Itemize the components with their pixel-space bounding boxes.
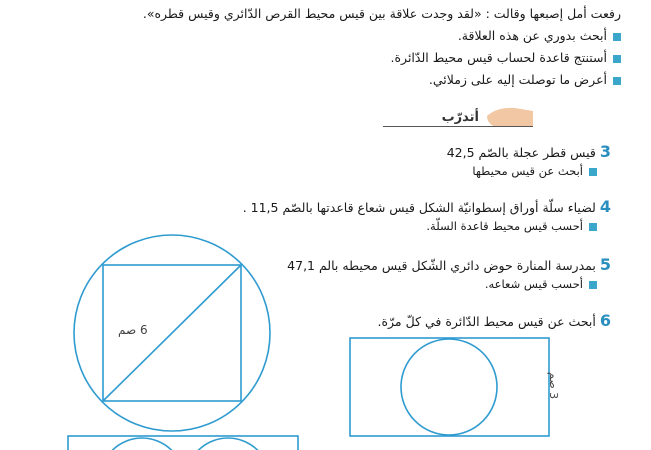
exercise-number: 4 bbox=[599, 197, 611, 216]
bottom-left-rectangle bbox=[68, 436, 298, 450]
task-text: أبحث عن قيس محيطها bbox=[472, 164, 583, 178]
task-text: أحسب قيس محيط قاعدة السلّة. bbox=[426, 219, 583, 233]
outer-rectangle bbox=[350, 338, 549, 436]
exercise-text: قيس قطر عجلة بالصّم 42,5 bbox=[446, 145, 596, 160]
intro-text: رفعت أمل إصبعها وقالت : «لقد وجدت علاقة بين قيس محيط القرص الدّائري وقيس قطره». bbox=[142, 6, 621, 21]
bullet-text: أعرض ما توصلت إليه على زملائي. bbox=[428, 72, 607, 87]
exercise-text: لضياء سلّة أوراق إسطوانيّة الشكل قيس شعاع قاعدتها بالصّم 11,5 . bbox=[242, 200, 596, 215]
exercise-number: 3 bbox=[599, 142, 611, 161]
exercise-text: أبحث عن قيس محيط الدّائرة في كلّ مرّة. bbox=[377, 314, 596, 329]
task-text: أحسب قيس شعاعه. bbox=[484, 277, 583, 291]
bottom-circle-2 bbox=[186, 438, 270, 450]
diagonal-length-label: 6 صم bbox=[118, 323, 148, 337]
side-length-label: 3 صم bbox=[547, 372, 560, 400]
exercise-number: 5 bbox=[599, 255, 611, 274]
exercise-number: 6 bbox=[599, 311, 611, 330]
bottom-circle-1 bbox=[100, 438, 184, 450]
bullet-text: أستنتج قاعدة لحساب قيس محيط الدّائرة. bbox=[390, 50, 607, 65]
inscribed-circle bbox=[401, 339, 497, 435]
exercise-text: بمدرسة المنارة حوض دائري الشّكل قيس محيطه بالم 47,1 bbox=[287, 258, 596, 273]
bullet-text: أبحث بدوري عن هذه العلاقة. bbox=[457, 28, 607, 43]
section-label: أتدرّب bbox=[441, 110, 479, 125]
